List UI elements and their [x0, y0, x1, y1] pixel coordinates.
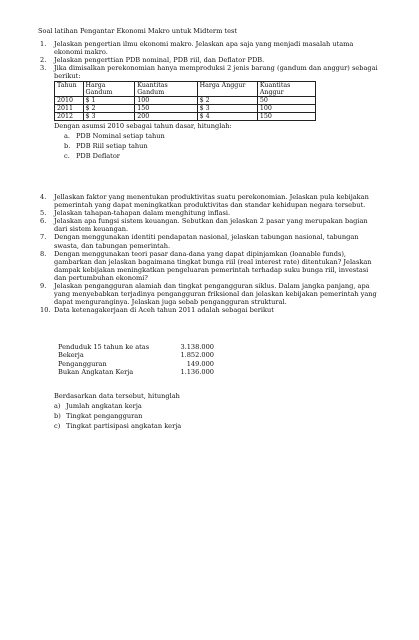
question-3-subitems	[54, 132, 380, 162]
table-cell: 150	[135, 105, 197, 113]
table-cell: $ 1	[83, 97, 135, 105]
question-text: Dengan menggunakan teori pasar dana-dana yang dapat dipinjamkan (loanable funds), gambarkan dan jelaskan bagaimana tingkat bunga riil (real interest rate) ditentukan? Jelaskan dampak kebijakan meningkatkan pengeluaran pemerintah terhadap suku bunga riil, investasi dan pertumbuhan ekonomi?	[54, 249, 372, 282]
question-number: 5.	[40, 209, 47, 218]
document-title: Soal latihan Pengantar Ekonomi Makro untuk Midterm test	[38, 27, 238, 35]
question-text: Dengan menggunakan identiti pendapatan nasional, jelaskan tabungan nasional, tabungan swasta, dan tabungan pemerintah.	[54, 233, 359, 250]
question-number: 6.	[40, 217, 47, 226]
sub-item-number: c)	[54, 422, 61, 430]
question-7	[40, 233, 380, 249]
table-cell: 50	[257, 97, 315, 105]
question-6	[40, 217, 380, 233]
data-row	[58, 351, 214, 359]
data-value: 1.852.000	[180, 351, 214, 360]
question-number: 10.	[40, 306, 51, 315]
data-row	[58, 360, 214, 368]
data-row	[58, 368, 214, 376]
data-label: Bekerja	[58, 351, 84, 360]
question-text: Jelaskan apa fungsi sistem keuangan. Sebutkan dan jelaskan 2 pasar yang merupakan bagian dari sistem keuangan.	[54, 217, 368, 234]
sub-item-a	[54, 402, 181, 412]
sub-item-text: PDB Riil setiap tahun	[76, 141, 148, 150]
question-number: 1.	[40, 40, 47, 48]
sub-item-text: PDB Nominal setiap tahun	[76, 131, 165, 140]
question-10	[40, 306, 380, 314]
data-row	[58, 343, 214, 351]
table-cell: $ 3	[83, 113, 135, 121]
table-header-cell: Harga Gandum	[83, 82, 135, 97]
table-cell: 100	[257, 105, 315, 113]
table-cell: 2010	[55, 97, 84, 105]
sub-item-c	[54, 422, 181, 432]
question-10-instruction: Berdasarkan data tersebut, hitunglah	[54, 392, 180, 400]
table-cell: 100	[135, 97, 197, 105]
data-label: Bukan Angkatan Kerja	[58, 367, 134, 376]
table-cell: 150	[257, 113, 315, 121]
question-1	[40, 40, 380, 56]
question-4	[40, 193, 380, 209]
question-text: Jelaskan pengertian ilmu ekonomi makro. Jelaskan apa saja yang menjadi masalah utama ekonomi makro.	[54, 40, 354, 57]
table-row	[55, 97, 316, 105]
table-cell: 2011	[55, 105, 84, 113]
question-number: 7.	[40, 233, 47, 242]
question-text: Jelaskan pengangguran alamiah dan tingkat pengangguran siklus. Dalam jangka panjang, apa yang menyebabkan terjadinya pengangguran friksional dan jelaskan kebijakan pemerintah yang dapat menguranginya. Jelaskan juga sebab pengangguran struktural.	[54, 282, 377, 307]
sub-item-text: PDB Deflator	[76, 151, 120, 160]
table-cell: 2012	[55, 113, 84, 121]
question-3-instruction: Dengan asumsi 2010 sebagai tahun dasar, hitunglah:	[54, 122, 232, 131]
table-header-cell: Kuantitas Anggur	[257, 82, 315, 97]
question-3	[40, 64, 380, 161]
table-cell: $ 2	[197, 97, 257, 105]
question-10-subitems	[54, 402, 181, 432]
question-number: 2.	[40, 56, 47, 65]
data-value: 3.138.000	[180, 343, 214, 351]
question-text: Jelaskan pengerttian PDB nominal, PDB riil, dan Deflator PDB.	[54, 56, 265, 65]
question-number: 3.	[40, 64, 47, 73]
data-value: 1.136.000	[180, 367, 214, 376]
question-number: 8.	[40, 249, 47, 258]
table-header-cell: Tahun	[55, 82, 84, 97]
sub-item-text: Tingkat pengangguran	[66, 412, 143, 420]
sub-item-number: a)	[54, 402, 61, 410]
question-9	[40, 282, 380, 306]
question-list-part-2	[40, 193, 380, 314]
sub-item-b	[54, 412, 181, 422]
sub-item-text: Jumlah angkatan kerja	[66, 402, 142, 410]
production-table	[54, 81, 316, 121]
sub-item-c	[64, 152, 380, 162]
question-list-part-1	[40, 40, 380, 162]
data-label: Pengangguran	[58, 359, 107, 368]
sub-item-number: b.	[64, 141, 71, 150]
sub-item-number: a.	[64, 131, 71, 140]
table-cell: $ 4	[197, 113, 257, 121]
data-value: 149.000	[186, 359, 214, 368]
table-cell: $ 3	[197, 105, 257, 113]
question-text: Jika dimisalkan perekonomian hanya memproduksi 2 jenis barang (gandum dan anggur) sebagai berikut:	[54, 64, 378, 81]
question-text: Jelaskan tahapan-tahapan dalam menghitung inflasi.	[54, 209, 231, 218]
question-number: 4.	[40, 193, 47, 201]
question-8	[40, 250, 380, 282]
table-row	[55, 105, 316, 113]
table-row	[55, 113, 316, 121]
table-header-cell: Harga Anggur	[197, 82, 257, 97]
data-label: Penduduk 15 tahun ke atas	[58, 343, 150, 351]
sub-item-b	[64, 142, 380, 152]
table-cell: $ 2	[83, 105, 135, 113]
sub-item-a	[64, 132, 380, 142]
question-text: Jellaskan faktor yang menentukan produktivitas suatu perekonomian. Jelaskan pula kebijakan pemerintah yang dapat meningkatkan produktivitas dan standar kehidupan negara tersebut.	[54, 193, 369, 210]
table-header-cell: Kuantitas Gandum	[135, 82, 197, 97]
table-header-row	[55, 82, 316, 97]
sub-item-number: c.	[64, 151, 70, 160]
question-text: Data ketenagakerjaan di Aceh tahun 2011 adalah sebagai berikut	[54, 306, 274, 315]
sub-item-text: Tingkat partisipasi angkatan kerja	[66, 422, 182, 430]
question-5	[40, 209, 380, 217]
employment-data-list	[58, 343, 214, 376]
table-cell: 200	[135, 113, 197, 121]
question-2	[40, 56, 380, 64]
sub-item-number: b)	[54, 412, 61, 420]
question-number: 9.	[40, 282, 47, 291]
